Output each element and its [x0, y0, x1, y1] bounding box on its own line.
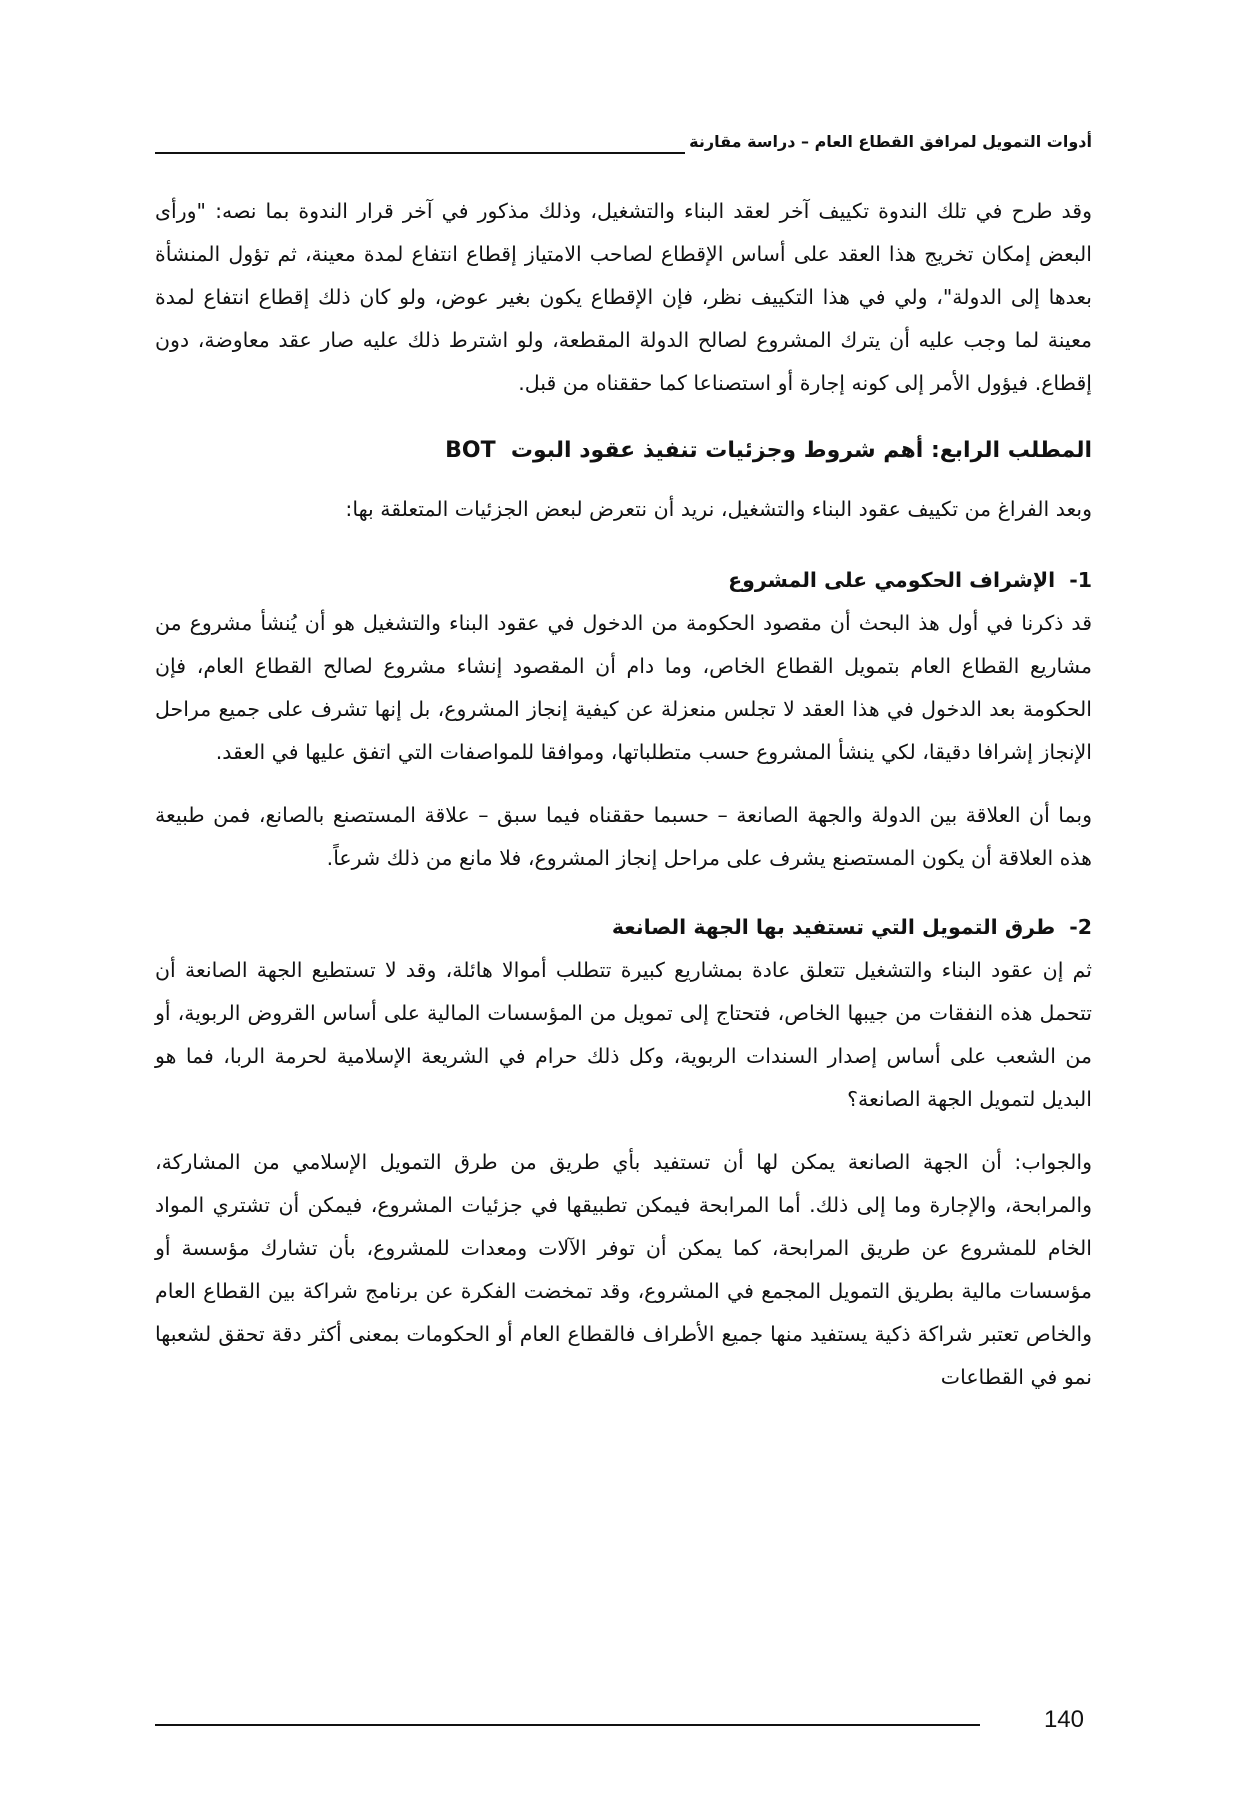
spacer [155, 1121, 1092, 1141]
subheading-2 [155, 906, 1092, 949]
subheading-2-title: طرق التمويل التي تستفيد بها الجهة الصانعة [611, 915, 1056, 939]
subheading-2-number: 2- [1069, 915, 1092, 939]
paragraph-4: وبما أن العلاقة بين الدولة والجهة الصانعة – حسبما حققناه فيما سبق – علاقة المستصنع بالصانع، فمن طبيعة هذه العلاقة أن يكون المستصنع يشرف على مراحل إنجاز المشروع، فلا مانع من ذلك شرعاً. [155, 803, 1092, 870]
footer-rule [155, 1724, 980, 1726]
running-header [155, 132, 1092, 156]
section-heading-text: المطلب الرابع: أهم شروط وجزئيات تنفيذ عقود البوت [510, 438, 1092, 463]
spacer [155, 774, 1092, 794]
section-heading-latin: BOT [445, 438, 496, 463]
paragraph-2: وبعد الفراغ من تكييف عقود البناء والتشغيل، نريد أن نتعرض لبعض الجزئيات المتعلقة بها: [345, 497, 1092, 521]
spacer [155, 472, 1092, 488]
paragraph-1: وقد طرح في تلك الندوة تكييف آخر لعقد البناء والتشغيل، وذلك مذكور في آخر قرار الندوة بما نصه: "ورأى البعض إمكان تخريج هذا العقد على أساس الإقطاع لصاحب الامتياز إقطاع انتفاع لمدة معينة، ثم تؤول المنشأة بعدها إلى الدولة"، ولي في هذا التكييف نظر، فإن الإقطاع يكون بغير عوض، ولو كان ذلك إقطاع انتفاع لمدة معينة لما وجب عليه أن يترك المشروع لصالح الدولة المقطعة، ولو اشترط ذلك عليه صار عقد معاوضة، دون إقطاع. فيؤول الأمر إلى كونه إجارة أو استصناعا كما حققناه من قبل. [155, 199, 1092, 395]
paragraph-5: ثم إن عقود البناء والتشغيل تتعلق عادة بمشاريع كبيرة تتطلب أموالا هائلة، وقد لا تستطيع الجهة الصانعة أن تتحمل هذه النفقات من جيبها الخاص، فتحتاج إلى تمويل من المؤسسات المالية على أساس القروض الربوية، أو من الشعب على أساس إصدار السندات الربوية، وكل ذلك حرام في الشريعة الإسلامية لحرمة الربا، فما هو البديل لتمويل الجهة الصانعة؟ [155, 958, 1092, 1111]
spacer [155, 880, 1092, 906]
spacer [155, 405, 1092, 429]
main-content [155, 190, 1092, 1399]
header-title: أدوات التمويل لمرافق القطاع العام – دراسة مقارنة [689, 132, 1092, 151]
header-rule [155, 152, 685, 154]
subheading-1-number: 1- [1069, 568, 1092, 592]
spacer [155, 531, 1092, 559]
page-number: 140 [1043, 1706, 1084, 1733]
page-footer [155, 1700, 1092, 1740]
section-heading [155, 429, 1092, 472]
subheading-1 [155, 559, 1092, 602]
paragraph-6: والجواب: أن الجهة الصانعة يمكن لها أن تستفيد بأي طريق من طرق التمويل الإسلامي من المشاركة، والمرابحة، والإجارة وما إلى ذلك. أما المرابحة فيمكن تطبيقها في جزئيات المشروع، فيمكن أن تشتري المواد الخام للمشروع عن طريق المرابحة، كما يمكن أن توفر الآلات ومعدات للمشروع، بأن تشارك مؤسسة أو مؤسسات مالية بطريق التمويل المجمع في المشروع، وقد تمخضت الفكرة عن برنامج شراكة بين القطاع العام والخاص تعتبر شراكة ذكية يستفيد منها جميع الأطراف فالقطاع العام أو الحكومات بمعنى أكثر دقة تحقق لشعبها نمو في القطاعات [155, 1150, 1092, 1389]
subheading-1-title: الإشراف الحكومي على المشروع [728, 568, 1056, 592]
paragraph-3: قد ذكرنا في أول هذ البحث أن مقصود الحكومة من الدخول في عقود البناء والتشغيل هو أن يُنشأ مشروع من مشاريع القطاع العام بتمويل القطاع الخاص، وما دام أن المقصود إنشاء مشروع لصالح القطاع العام، فإن الحكومة بعد الدخول في هذا العقد لا تجلس منعزلة عن كيفية إنجاز المشروع، بل إنها تشرف على جميع مراحل الإنجاز إشرافا دقيقا، لكي ينشأ المشروع حسب متطلباتها، وموافقا للمواصفات التي اتفق عليها في العقد. [155, 611, 1092, 764]
